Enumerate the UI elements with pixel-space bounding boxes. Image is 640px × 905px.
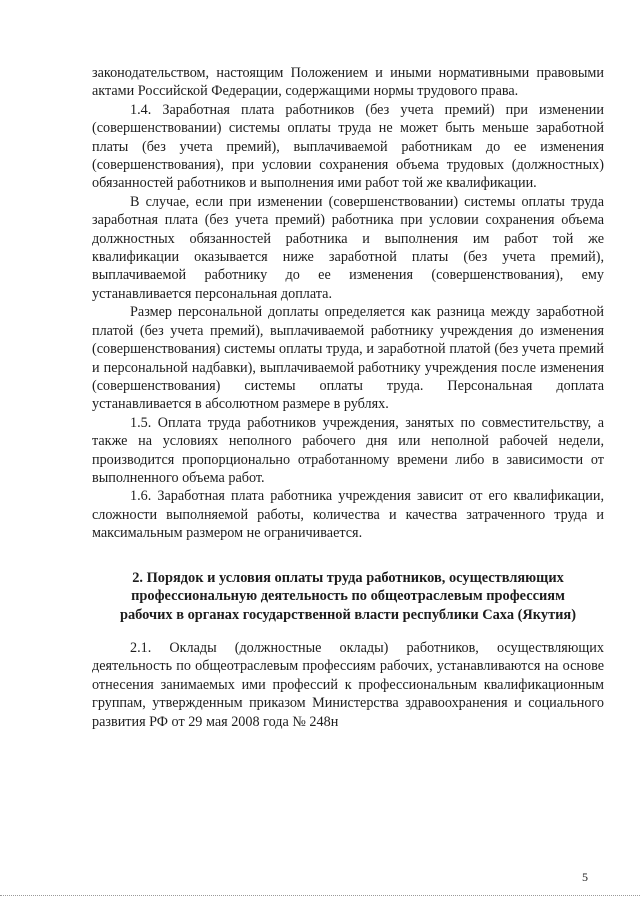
section-body-gap <box>92 625 604 639</box>
paragraph-2-1: 2.1. Оклады (должностные оклады) работников, осуществляющих деятельность по общеотраслевым профессиям рабочих, устанавливаются на основе отнесения занимаемых ими профессий к профессиональным квалификационным группам, утвержденным приказом Министерства здравоохранения и социального развития РФ от 29 мая 2008 года № 248н <box>92 639 604 730</box>
page-number: 5 <box>582 870 588 884</box>
paragraph-supplement-size: Размер персональной доплаты определяется как разница между заработной платой (без учета премий), выплачиваемой работнику учреждения до изменения (совершенствования) системы оплаты труда, и заработной платой (без учета премий и персональной надбавки), выплачиваемой работнику учреждения после изменения (совершенствования) системы оплаты труда. Персональная доплата устанавливается в абсолютном размере в рублях. <box>92 304 604 413</box>
page-text <box>92 64 604 731</box>
section-heading-line-3: рабочих в органах государственной власти республики Саха (Якутия) <box>119 607 577 624</box>
section-gap <box>92 543 604 569</box>
paragraph-continuation: законодательством, настоящим Положением и иными нормативными правовыми актами Российской Федерации, содержащими нормы трудового права. <box>92 65 604 100</box>
paragraph-personal-supplement: В случае, если при изменении (совершенствовании) системы оплаты труда заработная плата (без учета премий) работника при условии сохранения объема должностных обязанностей работника и выполнения им работ той же квалификации оказывается ниже заработной платы (без учета премий), выплачиваемой работнику до ее изменения (совершенствования), ему устанавливается персональная доплата. <box>92 193 604 302</box>
section-heading-line-2: профессиональную деятельность по общеотраслевым профессиям <box>131 588 565 605</box>
paragraph-1-5: 1.5. Оплата труда работников учреждения, занятых по совместительству, а также на условиях неполного рабочего дня или неполной рабочей недели, производится пропорционально отработанному времени либо в зависимости от выполненного объема работ. <box>92 414 604 486</box>
paragraph-1-4: 1.4. Заработная плата работников (без учета премий) при изменении (совершенствовании) системы оплаты труда не может быть меньше заработной платы (без учета премий), выплачиваемой работникам до ее изменения (совершенствования), при условии сохранения объема трудовых (должностных) обязанностей работников и выполнения ими работ той же квалификации. <box>92 101 604 192</box>
section-heading-line-1: 2. Порядок и условия оплаты труда работников, осуществляющих <box>132 569 564 586</box>
paragraph-1-6: 1.6. Заработная плата работника учреждения зависит от его квалификации, сложности выполняемой работы, количества и качества затраченного труда и максимальным размером не ограничивается. <box>92 488 604 542</box>
footer-dotted-line <box>0 895 640 896</box>
